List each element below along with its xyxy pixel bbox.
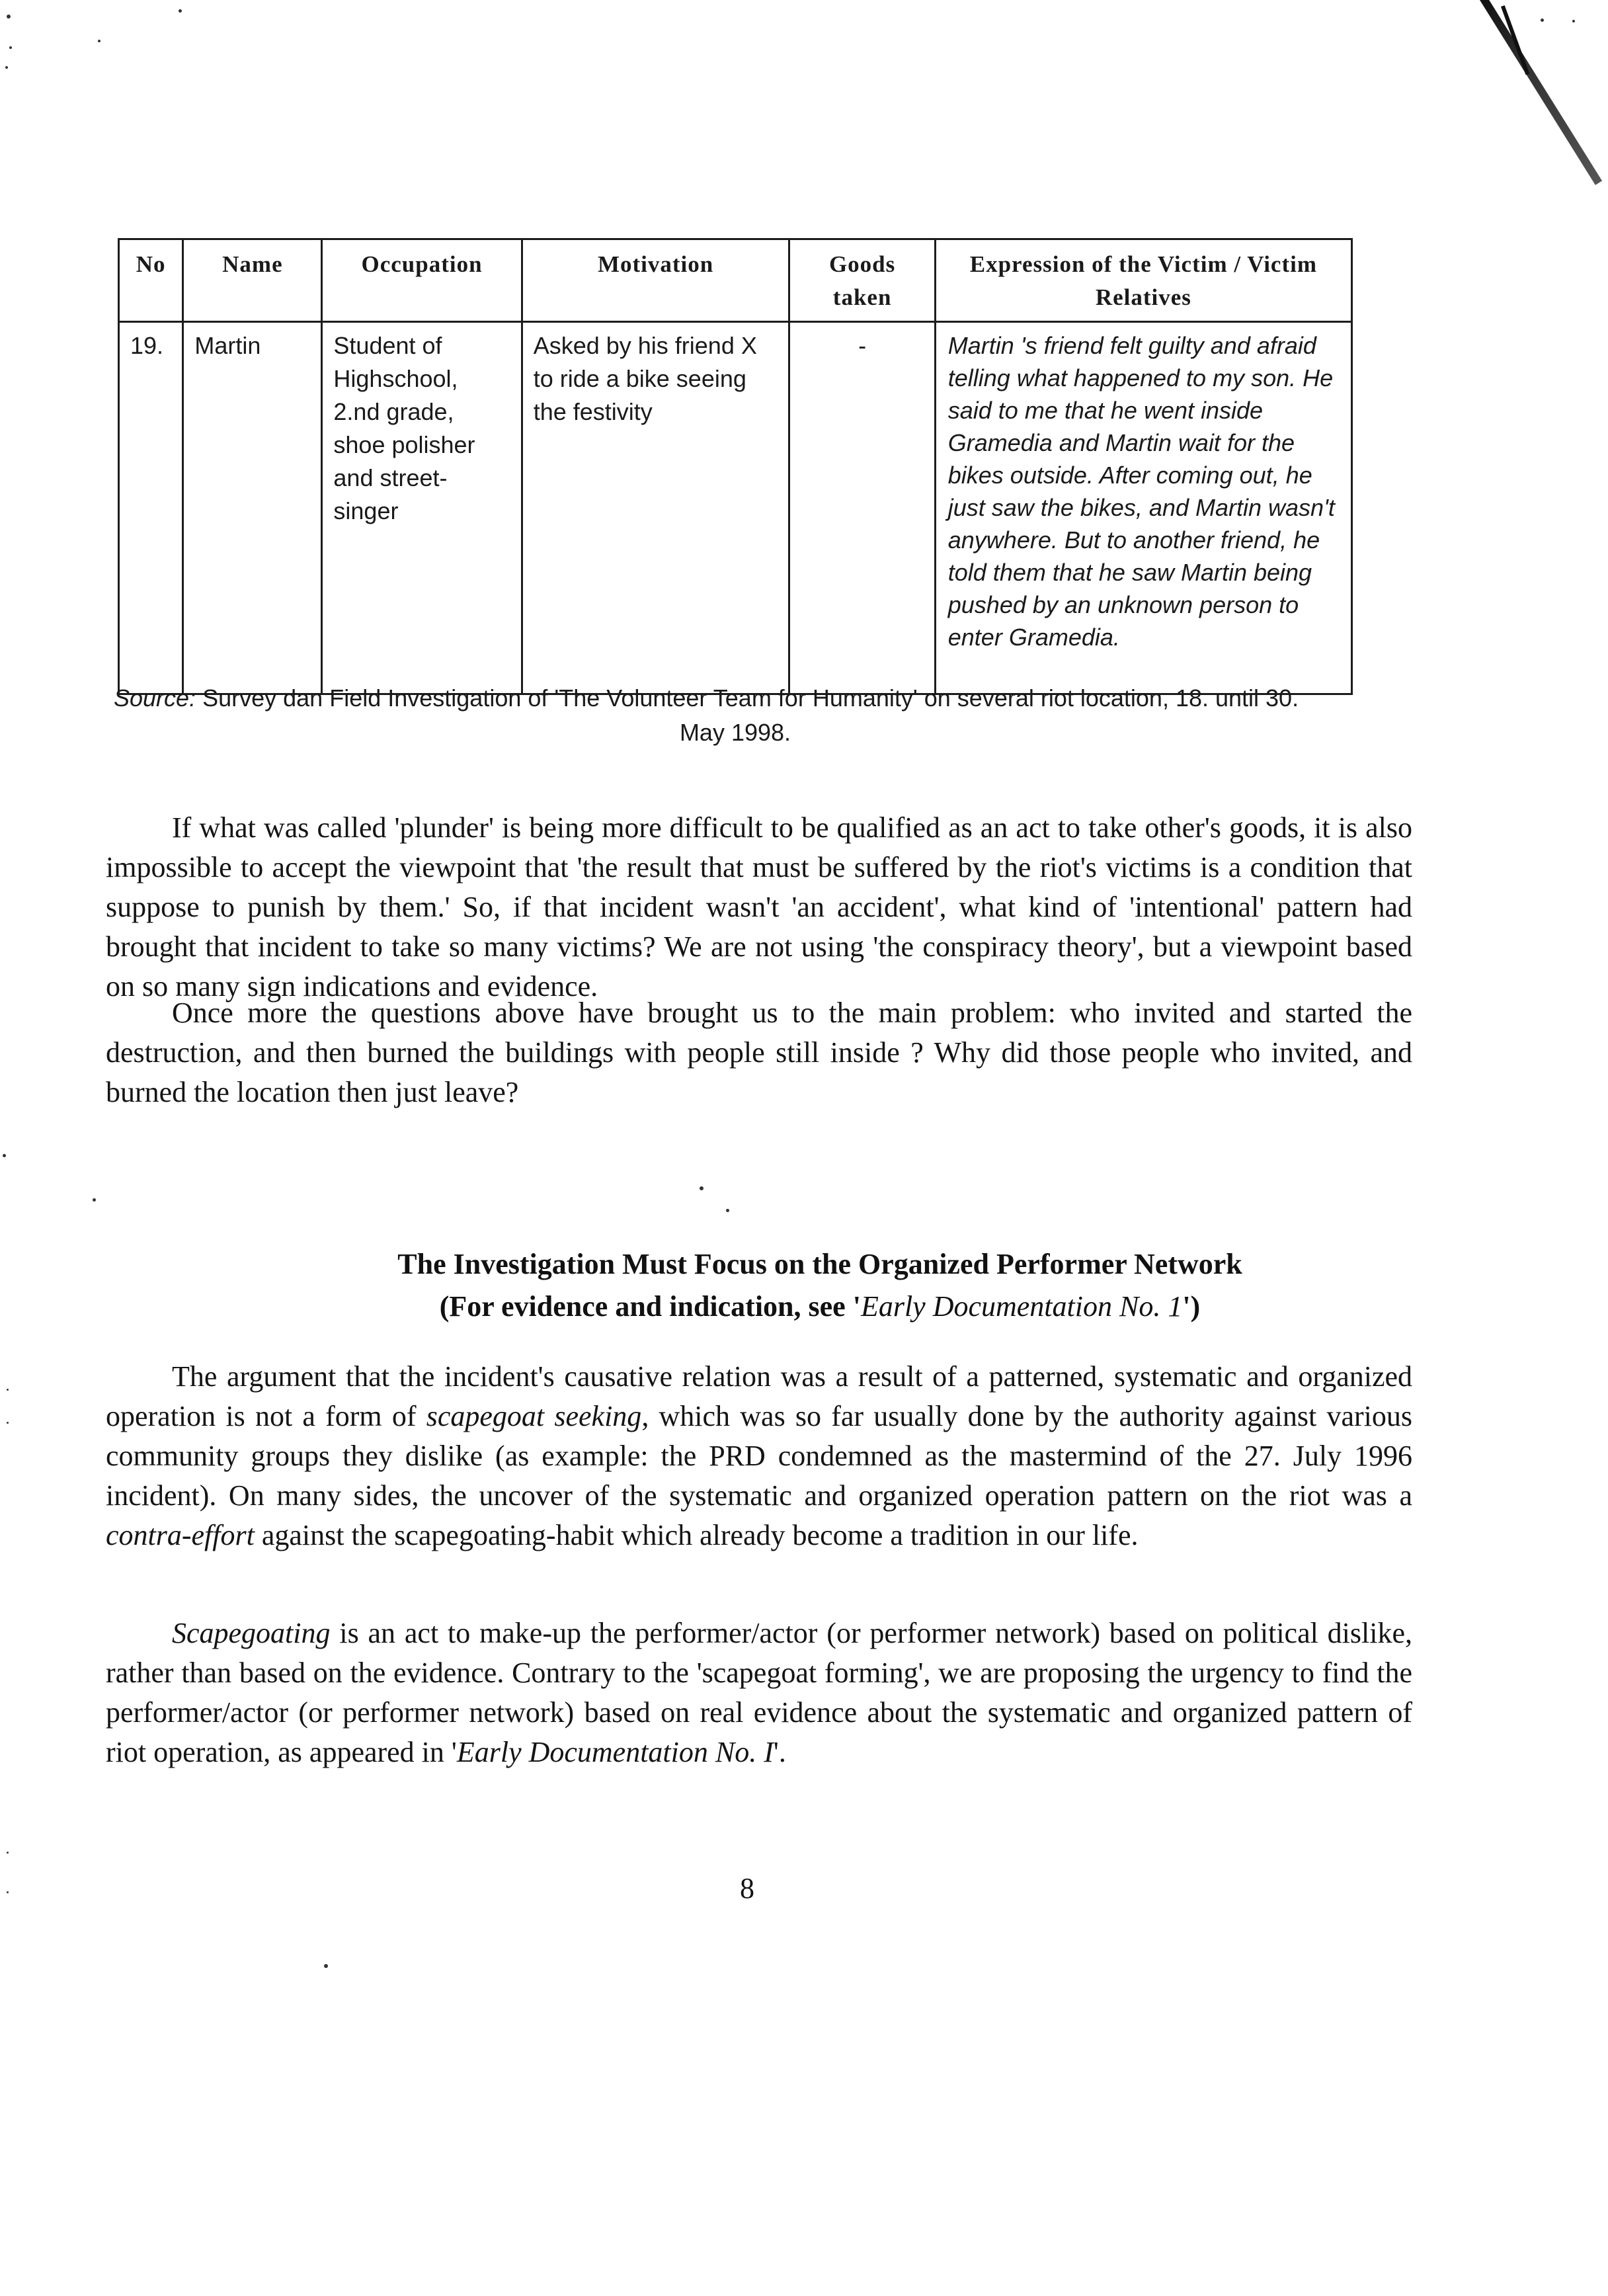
header-goods-taken: Goods taken (789, 239, 935, 322)
scan-artifact-dot (7, 1389, 9, 1391)
scan-artifact-dot (3, 1154, 6, 1157)
scan-artifact-dot (7, 1852, 9, 1854)
scan-artifact-stroke (1480, 0, 1602, 185)
paragraph-emphasis: contra-effort (106, 1519, 255, 1551)
paragraph-text: Once more the questions above have brought us to the main problem: who invited and started the destruction, and then burned the buildings with people still inside ? Why did those people who invited, and burned the location then just leave? (106, 997, 1412, 1108)
page-number: 8 (740, 1872, 754, 1905)
cell-expression: Martin 's friend felt guilty and afraid telling what happened to my son. He said to me that he went inside Gramedia and Martin wait for the bikes outside. After coming out, he just saw the bikes, and Martin wasn't anywhere. But to another friend, he told them that he saw Martin being pushed by an unknown person to enter Gramedia. (935, 322, 1351, 694)
scan-artifact-dot (7, 1422, 9, 1424)
source-continuation: May 1998. (679, 719, 791, 746)
paragraph-text: against the scapegoating-habit which already become a tradition in our life. (254, 1519, 1139, 1551)
header-name: Name (183, 239, 322, 322)
heading-line-2-close: ') (1182, 1290, 1201, 1323)
cell-goods-taken: - (789, 322, 935, 694)
paragraph-text: If what was called 'plunder' is being more difficult to be qualified as an act to take other's goods, it is also impossible to accept the viewpoint that 'the result that must be suffered by the riot's victims is a condition that suppose to punish by them.' So, if that incident wasn't 'an accident', what kind of 'intentional' pattern had brought that incident to take so many victims? We are not using 'the conspiracy theory', but a viewpoint based on so many sign indications and evidence. (106, 811, 1412, 1003)
heading-line-2 (106, 1286, 1534, 1328)
cell-no: 19. (119, 322, 183, 694)
header-no: No (119, 239, 183, 322)
scan-artifact-dot (726, 1209, 729, 1212)
table-row (119, 322, 1352, 694)
paragraph-text: , which was so far usually done by the authority against various community groups they dislike (as example: the PRD condemned as the mastermind of the 27. July 1996 incident). On many sides, the uncover of the systematic and organized operation pattern on the riot was a (106, 1400, 1412, 1512)
scan-artifact-dot (1572, 20, 1575, 22)
paragraph-text: The argument that the incident's causative relation was a result of a patterned, systematic and organized operation is not a form of (106, 1360, 1412, 1432)
section-heading (106, 1243, 1534, 1328)
cell-name: Martin (183, 322, 322, 694)
heading-line-2-reference: Early Documentation No. 1 (860, 1290, 1183, 1323)
scan-artifact-dot (5, 66, 8, 69)
header-occupation: Occupation (322, 239, 522, 322)
scan-artifact-dot (93, 1198, 96, 1202)
cell-motivation: Asked by his friend X to ride a bike seeing the festivity (522, 322, 789, 694)
header-motivation: Motivation (522, 239, 789, 322)
paragraph-emphasis: scapegoat seeking (426, 1400, 642, 1432)
body-paragraph (106, 808, 1412, 1006)
heading-line-2-text: (For evidence and indication, see ' (439, 1290, 861, 1323)
paragraph-emphasis: Scapegoating (172, 1617, 331, 1649)
scan-artifact-dot (7, 1891, 9, 1893)
source-label: Source: (114, 684, 196, 712)
body-paragraph (106, 1614, 1412, 1772)
scan-artifact-dot (9, 46, 12, 49)
table-source-note (114, 681, 1410, 750)
victim-table (118, 238, 1353, 695)
heading-line-1: The Investigation Must Focus on the Organized Performer Network (397, 1248, 1242, 1280)
scan-artifact-dot (700, 1186, 704, 1190)
body-paragraph (106, 993, 1412, 1112)
scan-artifact-dot (179, 9, 182, 13)
table-header-row (119, 239, 1352, 322)
source-text: Survey dan Field Investigation of 'The Volunteer Team for Humanity' on several riot location, 18. until 30. (202, 684, 1299, 712)
paragraph-text: '. (773, 1736, 786, 1768)
header-expression: Expression of the Victim / Victim Relatives (935, 239, 1351, 322)
scan-artifact-dot (1541, 19, 1544, 22)
scan-artifact-dot (98, 40, 100, 42)
paragraph-emphasis: Early Documentation No. I (456, 1736, 774, 1768)
scan-artifact-dot (324, 1964, 328, 1968)
paragraph-text: is an act to make-up the performer/actor (or performer network) based on political dislike, rather than based on the evidence. Contrary to the 'scapegoat forming', we are proposing the urgency to find the performer/actor (or performer network) based on real evidence about the systematic and organized pattern of riot operation, as appeared in ' (106, 1617, 1412, 1768)
scan-artifact-dot (7, 15, 11, 19)
body-paragraph (106, 1357, 1412, 1555)
cell-occupation: Student of Highschool, 2.nd grade, shoe polisher and street-singer (322, 322, 522, 694)
